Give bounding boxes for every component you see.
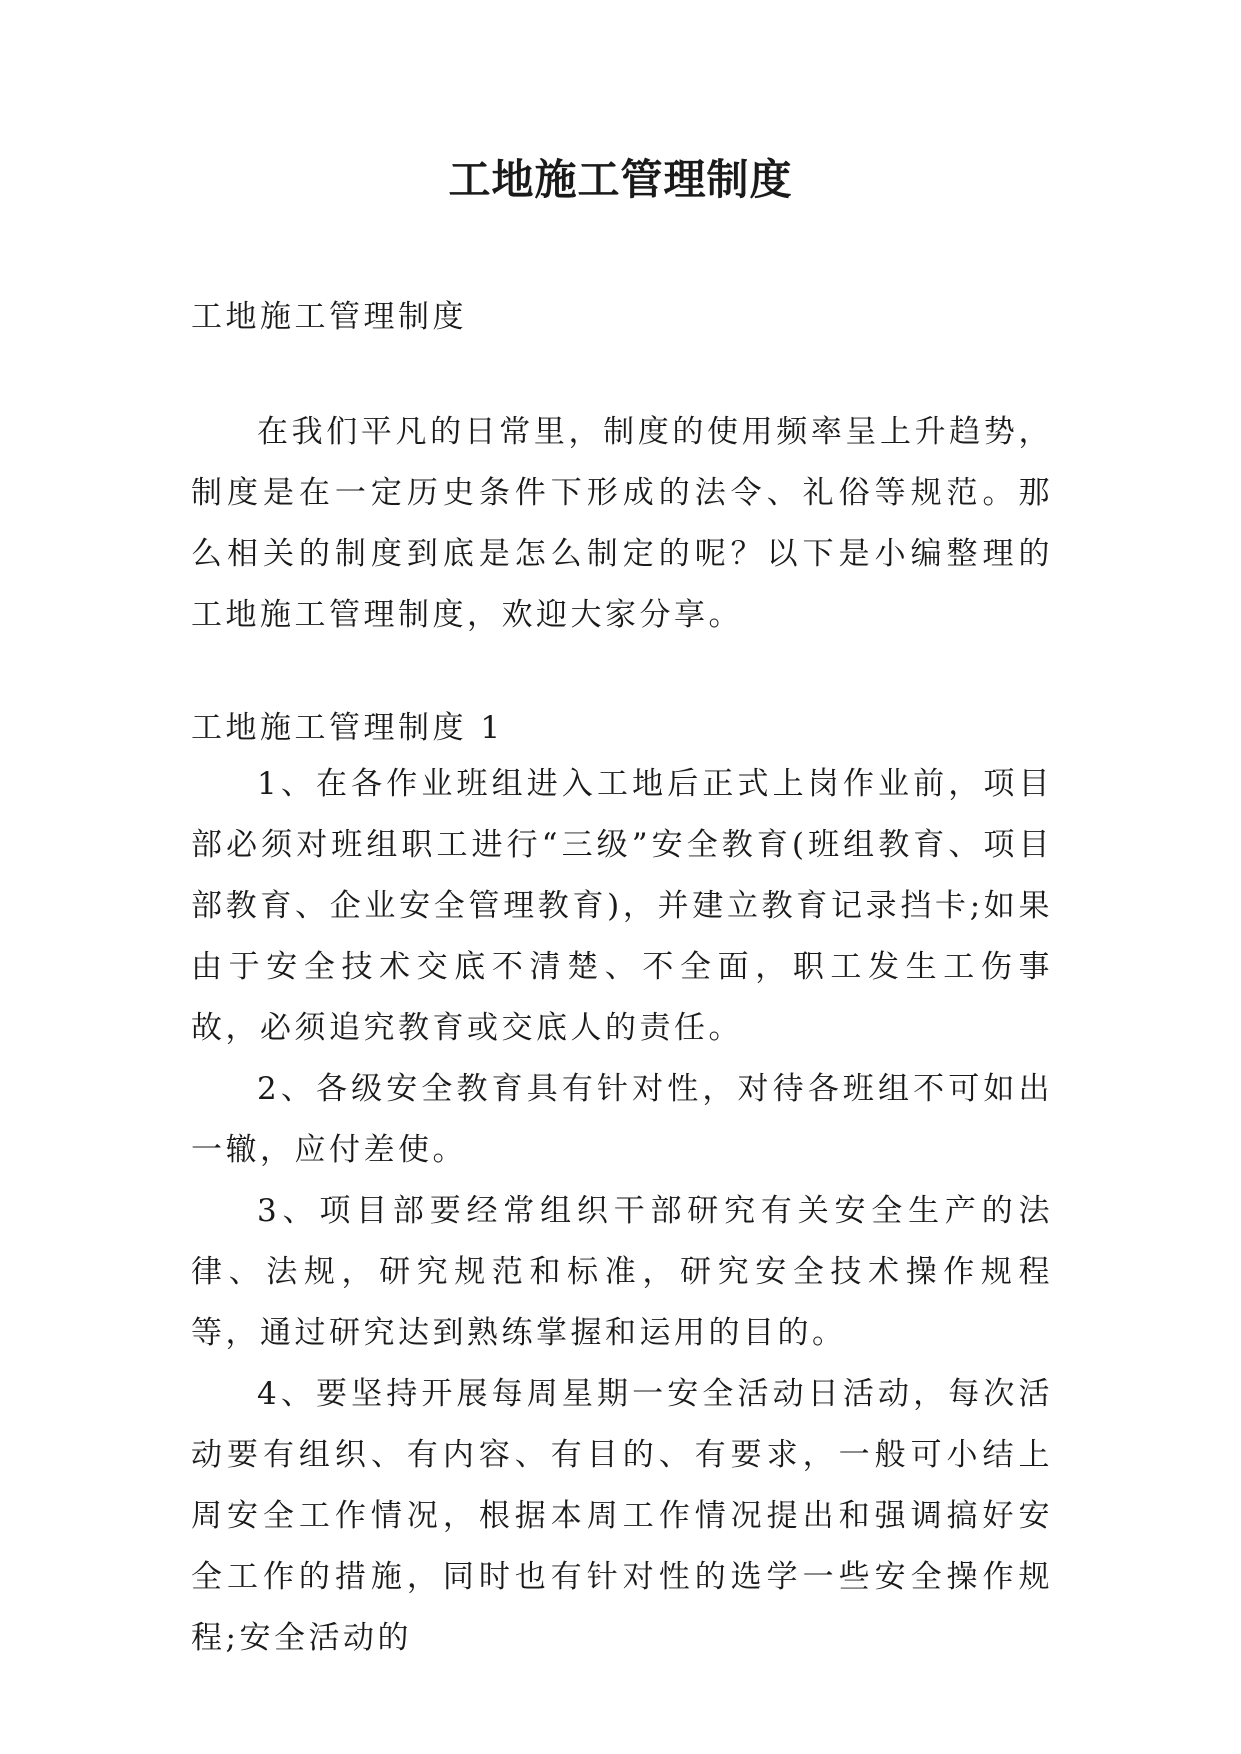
rule-item-4: 4、要坚持开展每周星期一安全活动日活动，每次活动要有组织、有内容、有目的、有要求，一般可小结上周安全工作情况，根据本周工作情况提出和强调搞好安全工作的措施，同时也有针对性的选学一些安全操作规程;安全活动的 — [191, 1376, 1053, 1656]
document-subtitle: 工地施工管理制度 — [191, 299, 467, 335]
rule-list — [191, 754, 1053, 1669]
intro-paragraph: 在我们平凡的日常里，制度的使用频率呈上升趋势，制度是在一定历史条件下形成的法令、礼俗等规范。那么相关的制度到底是怎么制定的呢？以下是小编整理的工地施工管理制度，欢迎大家分享。 — [191, 414, 1053, 633]
rule-item-2: 2、各级安全教育具有针对性，对待各班组不可如出一辙，应付差使。 — [191, 1071, 1053, 1168]
rule-item-3: 3、项目部要经常组织干部研究有关安全生产的法律、法规，研究规范和标准，研究安全技术操作规程等，通过研究达到熟练掌握和运用的目的。 — [191, 1193, 1053, 1351]
section-heading: 工地施工管理制度 1 — [191, 710, 504, 746]
rule-item-1: 1、在各作业班组进入工地后正式上岗作业前，项目部必须对班组职工进行“三级”安全教育(班组教育、项目部教育、企业安全管理教育)，并建立教育记录挡卡;如果由于安全技术交底不清楚、不全面，职工发生工伤事故，必须追究教育或交底人的责任。 — [191, 766, 1053, 1046]
document-title: 工地施工管理制度 — [448, 155, 793, 204]
